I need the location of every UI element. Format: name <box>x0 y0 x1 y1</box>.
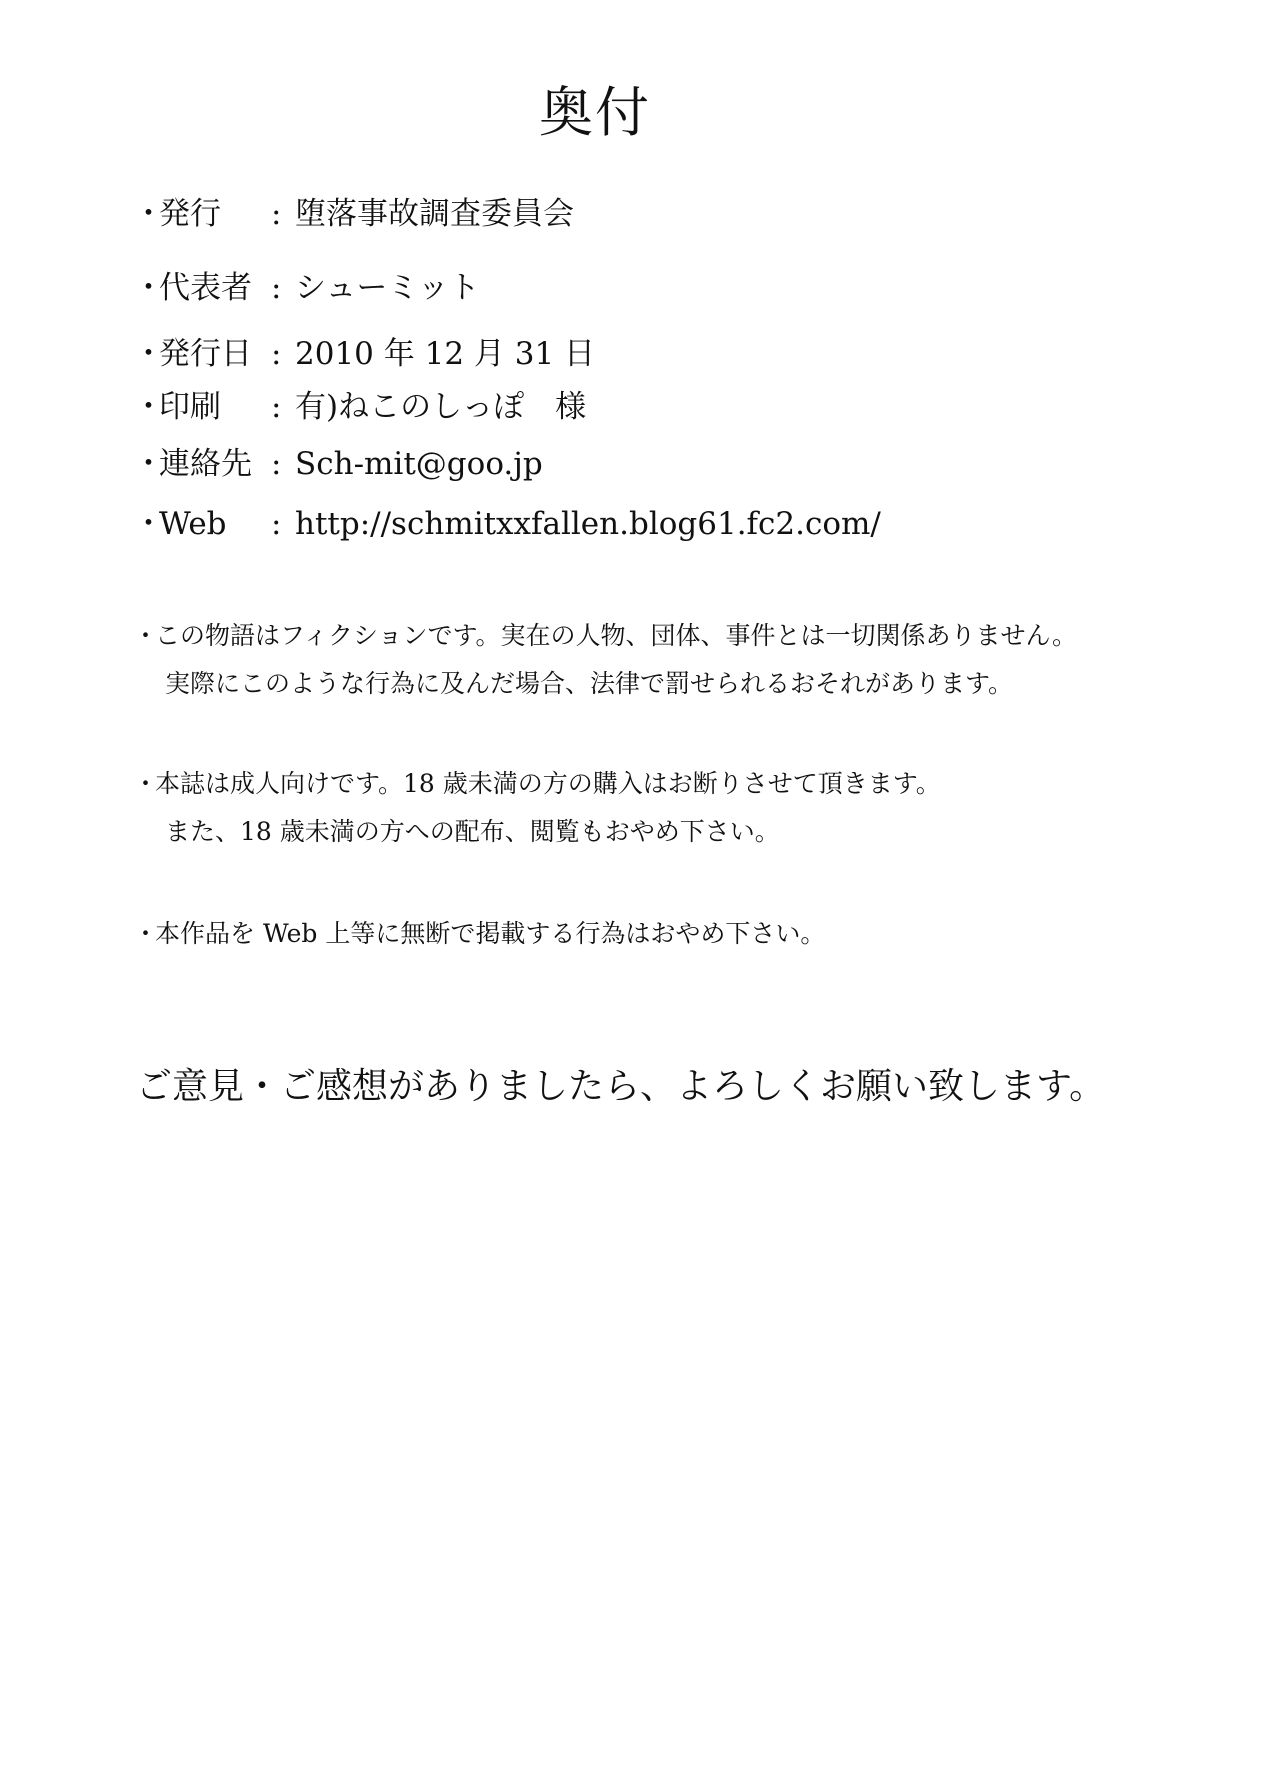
info-value: シューミット <box>295 270 480 306</box>
note-no-reposting <box>133 910 825 958</box>
info-label: 発行 <box>159 196 221 232</box>
info-colon: : <box>271 270 282 306</box>
note-adult-content <box>133 760 941 856</box>
note-line: 本作品を Web 上等に無断で掲載する行為はおやめ下さい。 <box>155 919 826 948</box>
info-value: 有)ねこのしっぽ 様 <box>295 389 587 425</box>
info-colon: : <box>271 506 282 542</box>
note-line: また、18 歳未満の方への配布、閲覧もおやめ下さい。 <box>165 817 780 846</box>
bullet: ・ <box>133 769 159 798</box>
bullet: ・ <box>133 621 159 650</box>
note-line: 本誌は成人向けです。18 歳未満の方の購入はお断りさせて頂きます。 <box>155 769 941 798</box>
bullet: ・ <box>133 919 159 948</box>
info-value: 2010 年 12 月 31 日 <box>295 336 596 372</box>
closing-message: ご意見・ご感想がありましたら、よろしくお願い致します。 <box>136 1066 1106 1107</box>
bullet: ・ <box>133 389 164 425</box>
info-colon: : <box>271 389 282 425</box>
note-line: 実際にこのような行為に及んだ場合、法律で罰せられるおそれがあります。 <box>165 669 1014 698</box>
info-label: 連絡先 <box>159 446 252 482</box>
info-label: 印刷 <box>159 389 221 425</box>
note-line: この物語はフィクションです。実在の人物、団体、事件とは一切関係ありません。 <box>155 621 1078 650</box>
note-fiction-disclaimer <box>133 612 1077 708</box>
info-value: 堕落事故調査委員会 <box>295 196 574 232</box>
info-label: Web <box>159 506 227 542</box>
info-colon: : <box>271 196 282 232</box>
info-colon: : <box>271 446 282 482</box>
contact-email[interactable]: Sch-mit@goo.jp <box>295 446 543 482</box>
info-colon: : <box>271 336 282 372</box>
bullet: ・ <box>133 446 164 482</box>
info-label: 発行日 <box>159 336 252 372</box>
bullet: ・ <box>133 336 164 372</box>
page-title: 奥付 <box>539 81 651 144</box>
bullet: ・ <box>133 506 164 542</box>
info-label: 代表者 <box>159 270 252 306</box>
bullet: ・ <box>133 270 164 306</box>
website-url[interactable]: http://schmitxxfallen.blog61.fc2.com/ <box>295 506 881 542</box>
bullet: ・ <box>133 196 164 232</box>
